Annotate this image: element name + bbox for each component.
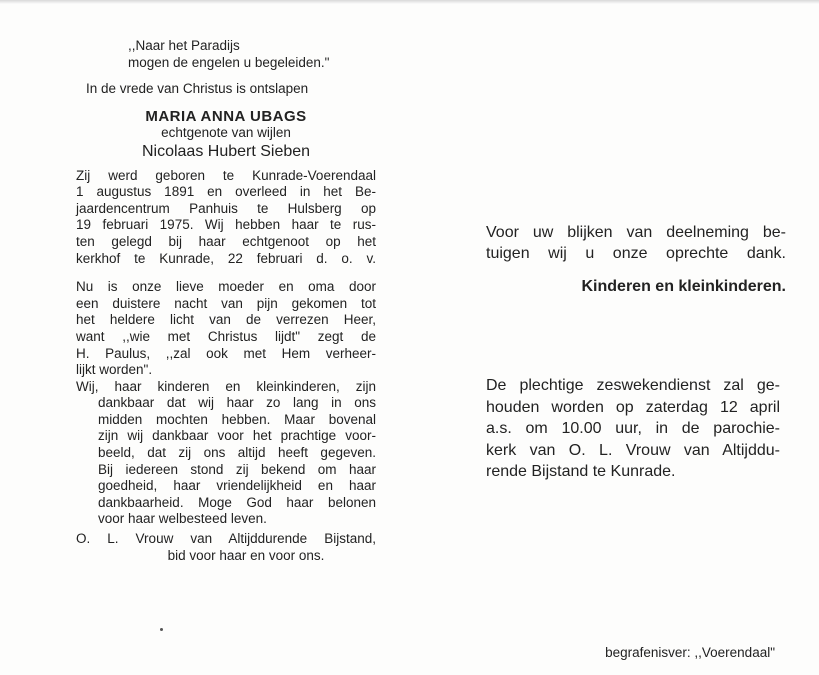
prayer-line: voor haar welbesteed leven. (98, 511, 267, 527)
prayer-line: zijn wij dankbaar voor het prachtige voor- (98, 428, 376, 444)
prayer-line: lijkt worden". (76, 362, 153, 378)
prayer-line: het heldere licht van de verrezen Heer, (76, 312, 376, 328)
prayer-line: H. Paulus, ,,zal ook met Hem verheer- (76, 345, 376, 361)
thanks-line: Voor uw blijken van deelneming be- (486, 224, 786, 241)
service-line: kerk van O. L. Vrouw van Altijddu- (486, 441, 780, 459)
motto-line: ,,Naar het Paradijs (128, 38, 240, 53)
deceased-name: MARIA ANNA UBAGS (145, 107, 307, 125)
prayer-line: een duistere nacht van pijn gekomen tot (76, 295, 376, 311)
prayer-line: midden mochten hebben. Maar bovenal (98, 411, 376, 427)
motto-quote (128, 38, 376, 71)
invocation-line: O. L. Vrouw van Altijddurende Bijstand, (76, 531, 376, 547)
thanks-signature: Kinderen en kleinkinderen. (581, 278, 786, 295)
prayer-line: Nu is onze lieve moeder en oma door (76, 279, 376, 295)
bio-line: kerkhof te Kunrade, 22 februari d. o. v. (76, 250, 376, 266)
spouse-intro: echtgenote van wijlen (161, 125, 291, 141)
ink-speck (160, 628, 163, 631)
prayer-line: goedheid, haar vriendelijkheid en haar (98, 478, 376, 494)
biography (76, 168, 376, 268)
prayer-line: Wij, haar kinderen en kleinkinderen, zijn (76, 378, 376, 394)
prayer-line: Bij iedereen stond zij bekend om haar (98, 461, 376, 477)
service-line: De plechtige zeswekendienst zal ge- (486, 377, 780, 394)
bio-line: jaardencentrum Panhuis te Hulsberg op (76, 200, 376, 216)
service-line: a.s. om 10.00 uur, in de parochie- (486, 420, 780, 437)
vrede-line: In de vrede van Christus is ontslapen (86, 81, 309, 97)
scan-edge (0, 0, 819, 4)
bio-line: ten gelegd bij haar echtgenoot op het (76, 233, 376, 249)
prayer-line: beeld, dat zij ons altijd heeft gegeven. (98, 445, 376, 461)
undertaker-credit: begrafenisver: ,,Voerendaal" (605, 645, 775, 660)
prayer-line: dankbaarheid. Moge God haar belonen (98, 494, 376, 510)
bio-line: Zij werd geboren te Kunrade-Voerendaal (76, 167, 376, 183)
prayer-line: want ,,wie met Christus lijdt" zegt de (76, 328, 376, 344)
service-line: houden worden op zaterdag 12 april (486, 398, 780, 416)
thanks-block (486, 222, 786, 297)
spouse-name: Nicolaas Hubert Sieben (141, 142, 311, 160)
bio-line: 19 februari 1975. Wij hebben haar te rus- (76, 217, 376, 233)
bio-line: 1 augustus 1891 en overleed in het Be- (76, 184, 376, 200)
prayer-text (76, 279, 376, 564)
service-line: rende Bijstand te Kunrade. (486, 463, 676, 480)
thanks-line: tuigen wij u onze oprechte dank. (486, 245, 786, 262)
service-announcement (486, 375, 780, 483)
invocation-line: bid voor haar en voor ons. (167, 547, 325, 563)
left-panel (76, 38, 376, 564)
prayer-line: dankbaar dat wij haar zo lang in ons (98, 395, 376, 411)
motto-line: mogen de engelen u begeleiden." (128, 54, 330, 70)
